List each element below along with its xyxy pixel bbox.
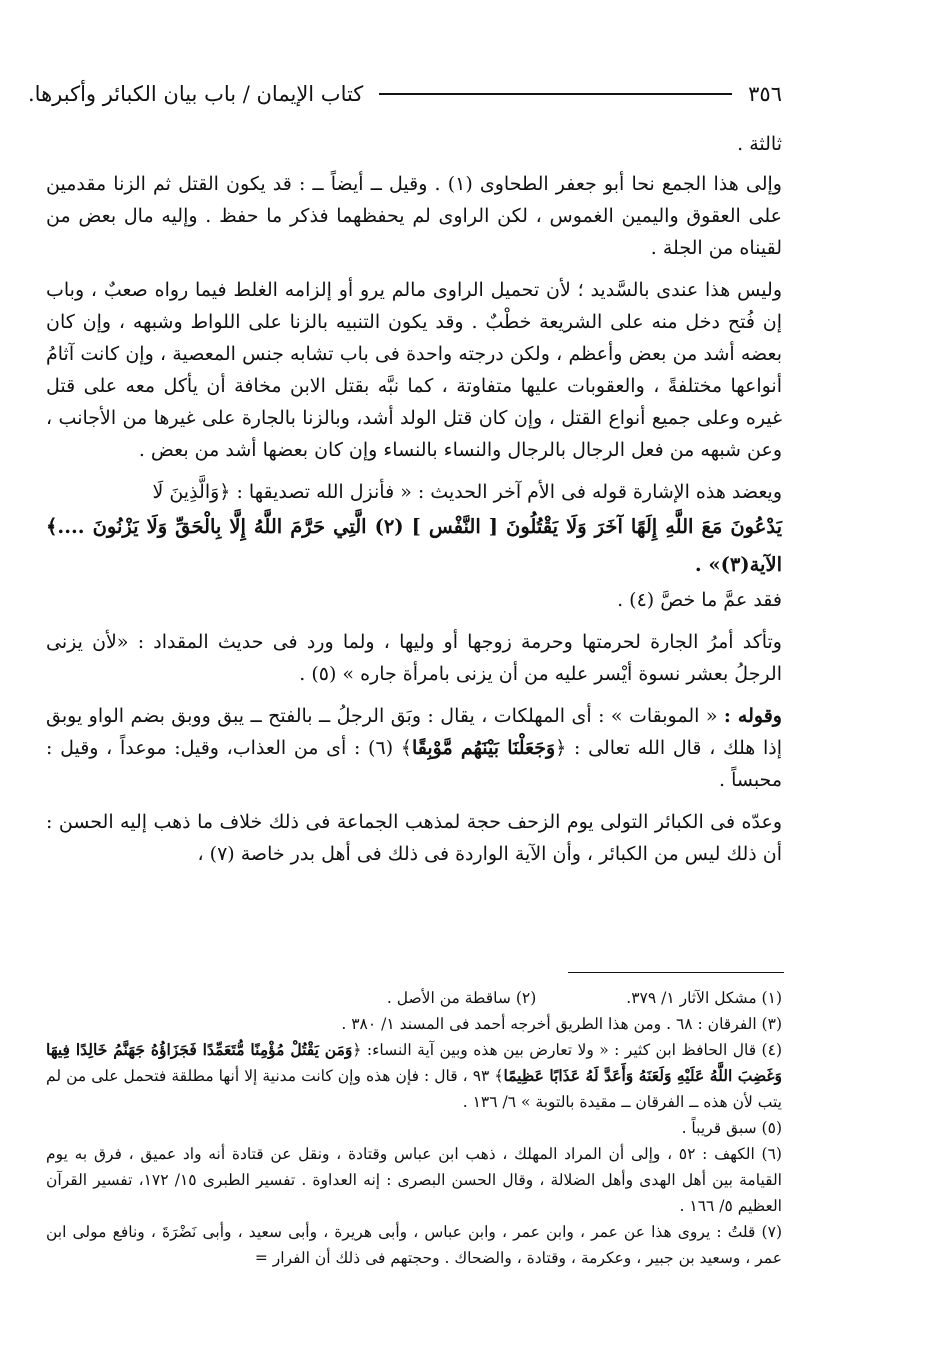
footnote: (١) مشكل الآثار ١/ ٣٧٩.: [626, 989, 782, 1007]
main-text: [46, 128, 782, 880]
paragraph: ثالثة .: [737, 133, 782, 155]
paragraph: فقد عمَّ ما خصَّ (٤) .: [617, 589, 782, 611]
footnote-text: (٤) قال الحافظ ابن كثير : « ولا تعارض بين هذه وبين آية النساء: ﴿: [352, 1041, 782, 1059]
footnote-row: [46, 985, 782, 1011]
footnote-rule: [568, 972, 784, 973]
paragraph: وإلى هذا الجمع نحا أبو جعفر الطحاوى (١) . وقيل ــ أيضاً ــ : قد يكون القتل ثم الزنا مقدمين على العقوق واليمين الغموس ، لكن الراوى لم يحفظهما فذكر ما حفظ . وإليه مال بعض من لقيناه من الجلة .: [46, 173, 782, 259]
quran-verse: وَمَن يَقْتُلْ مُؤْمِنًا مُّتَعَمِّدًا فَجَزَاؤُهُ جَهَنَّمُ خَالِدًا فِيهَا وَغَضِبَ اللَّهُ عَلَيْهِ وَلَعَنَهُ وَأَعَدَّ لَهُ عَذَابًا عَظِيمًا: [46, 1040, 783, 1085]
paragraph: [46, 700, 782, 796]
paragraph: وتأكد أمرُ الجارة لحرمتها وحرمة زوجها أو وليها ، ولما ورد فى حديث المقداد : «لأن يزنى الرجلُ بعشر نسوة أيْسر عليه من أن يزنى بامرأة جاره » (٥) .: [46, 631, 782, 685]
page-header: [28, 76, 782, 112]
footnote: [46, 1037, 782, 1115]
quran-verse: يَدْعُونَ مَعَ اللَّهِ إِلَهًا آخَرَ وَلَا يَقْتُلُونَ [ النَّفْس ] (٢) الَّتِي حَرَّمَ اللَّهُ إِلَّا بِالْحَقِّ وَلَا يَزْنُونَ ....﴾ الآية(٣)» .: [46, 515, 783, 576]
commentary-lead: وقوله :: [723, 705, 782, 727]
page-number: ٣٥٦: [748, 82, 782, 106]
running-title: كتاب الإيمان / باب بيان الكبائر وأكبرها.: [28, 82, 364, 106]
paragraph: ويعضد هذه الإشارة قوله فى الأم آخر الحديث : « فأنزل الله تصديقها : ﴿وَالَّذِينَ لَا: [152, 481, 782, 503]
quran-verse: وَجَعَلْنَا بَيْنَهُم مَّوْبِقًا: [411, 737, 556, 759]
paragraph-text: ﴾ (٦) : أى من العذاب، وقيل: موعداً ، وقيل : محبساً .: [46, 737, 782, 791]
footnotes: [46, 985, 782, 1271]
paragraph-text: « الموبقات » : أى المهلكات ، يقال : وبَق الرجلُ ــ بالفتح ــ يبق ووبق بضم الواو يوبق إذا هلك ، قال الله تعالى : ﴿: [46, 705, 783, 759]
footnote-text: ﴾ ٩٣ ، قال : فإن هذه وإن كانت مدنية إلا أنها مطلقة فتحمل على من لم يتب لأن هذه ــ الفرقان ــ مقيدة بالتوبة » ٦/ ١٣٦ .: [46, 1067, 782, 1111]
header-rule: [379, 93, 732, 95]
footnote: (٣) الفرقان : ٦٨ . ومن هذا الطريق أخرجه أحمد فى المسند ١/ ٣٨٠ .: [341, 1015, 782, 1033]
paragraph: وعدّه فى الكبائر التولى يوم الزحف حجة لمذهب الجماعة فى ذلك خلاف ما ذهب إليه الحسن : أن ذلك ليس من الكبائر ، وأن الآية الواردة فى ذلك فى أهل بدر خاصة (٧) ،: [46, 811, 782, 865]
footnote: (٢) ساقطة من الأصل .: [386, 989, 537, 1007]
footnote: (٥) سبق قريباً .: [681, 1119, 782, 1137]
footnote: (٧) قلتُ : يروى هذا عن عمر ، وابن عمر ، وابن عباس ، وأبى هريرة ، وأبى سعيد ، وأبى نَضْرَةَ ، ونافع مولى ابن عمر ، وسعيد بن جبير ، وعكرمة ، وقتادة ، والضحاك . وحجتهم فى ذلك أن الفرار =: [46, 1223, 782, 1267]
paragraph: وليس هذا عندى بالسَّديد ؛ لأن تحميل الراوى مالم يرو أو إلزامه الغلط فيما رواه صعبٌ ، وباب إن فُتح دخل منه على الشريعة خطْبٌ . وقد يكون التنبيه بالزنا على اللواط وشبهه ، وإن كان بعضه أشد من بعض وأعظم ، ولكن درجته واحدة فى باب تشابه جنس المعصية ، وإن كانت آثامُ أنواعها مختلفةً ، والعقوبات عليها متفاوتة ، كما نبَّه بقتل الابن مخافة أن يأكل معه على قتل غيره وعلى جميع أنواع القتل ، وإن كان قتل الولد أشد، وبالزنا بالجارة على غيرها من الأجانب ، وعن شبهه من فعل الرجال بالرجال والنساء بالنساء وإن كان بعضها أشد من بعض .: [46, 279, 783, 461]
footnote: (٦) الكهف : ٥٢ ، وإلى أن المراد المهلك ، ذهب ابن عباس وقتادة ، ونقل عن قتادة أنه واد عميق ، فرق به يوم القيامة بين أهل الهدى وأهل الضلالة ، وقال الحسن البصرى : إنه العداوة . تفسير الطبرى ١٥/ ١٧٢، تفسير القرآن العظيم ٥/ ١٦٦ .: [46, 1145, 782, 1215]
